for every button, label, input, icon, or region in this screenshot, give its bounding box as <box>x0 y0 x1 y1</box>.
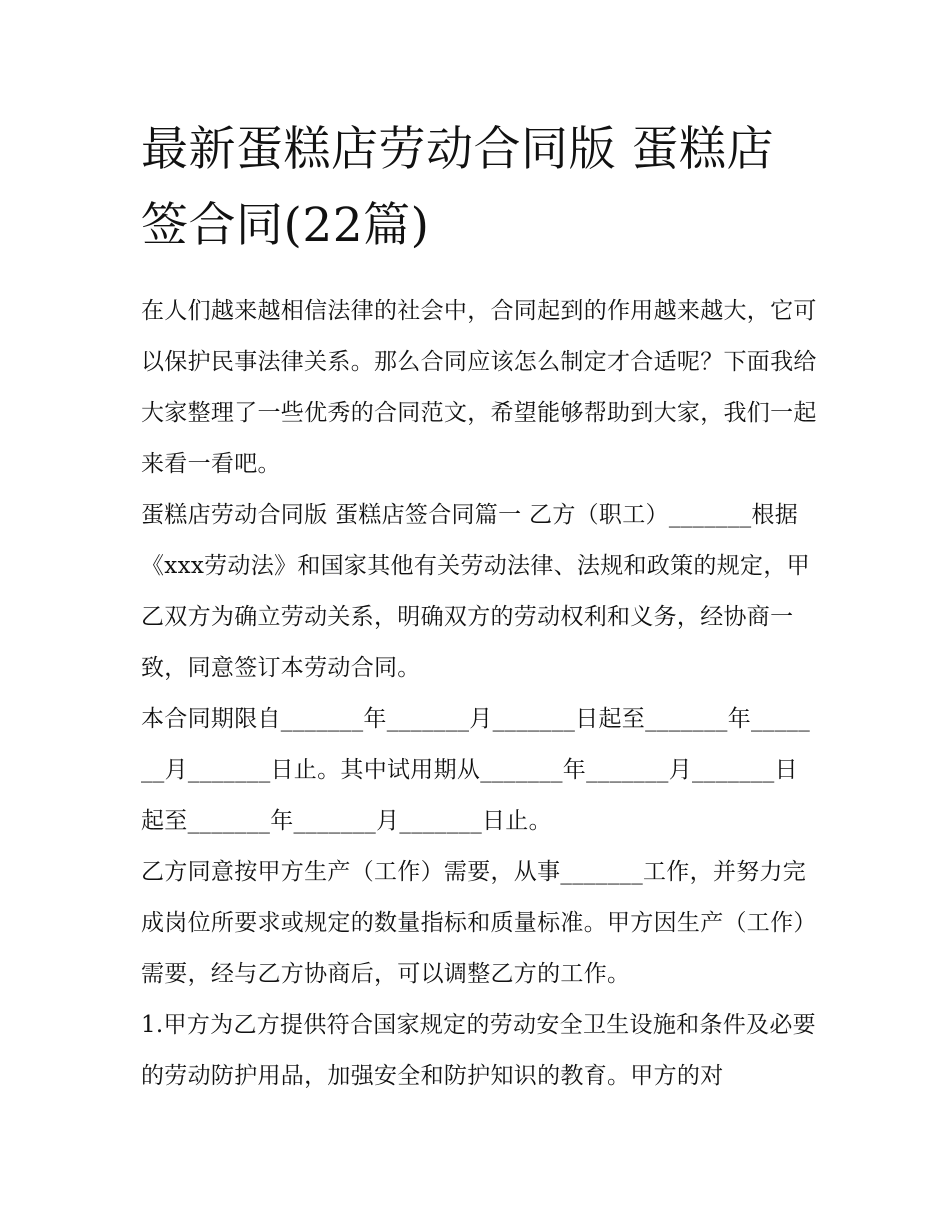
document-title: 最新蛋糕店劳动合同版 蛋糕店签合同(22篇) <box>141 122 774 253</box>
paragraph-job-duty: 乙方同意按甲方生产（工作）需要，从事_______工作，并努力完成岗位所要求或规定的数量指标和质量标准。甲方因生产（工作）需要，经与乙方协商后，可以调整乙方的工作。 <box>141 859 817 987</box>
document-body <box>141 286 818 1102</box>
paragraph-intro: 在人们越来越相信法律的社会中，合同起到的作用越来越大，它可以保护民事法律关系。那么合同应该怎么制定才合适呢？下面我给大家整理了一些优秀的合同范文，希望能够帮助到大家，我们一起来看一看吧。 <box>141 298 817 477</box>
paragraph-safety-clause: 1.甲方为乙方提供符合国家规定的劳动安全卫生设施和条件及必要的劳动防护用品，加强安全和防护知识的教育。甲方的对 <box>141 1012 816 1089</box>
paragraph-contract-term: 本合同期限自_______年_______月_______日起至_______年_______月_______日止。其中试用期从_______年_______月_______日起至_______年_______月_______日止。 <box>141 706 810 834</box>
paragraph-contract-preamble: 蛋糕店劳动合同版 蛋糕店签合同篇一 乙方（职工）_______根据《xxx劳动法》和国家其他有关劳动法律、法规和政策的规定，甲乙双方为确立劳动关系，明确双方的劳动权利和义务，经协商一致，同意签订本劳动合同。 <box>141 502 810 681</box>
